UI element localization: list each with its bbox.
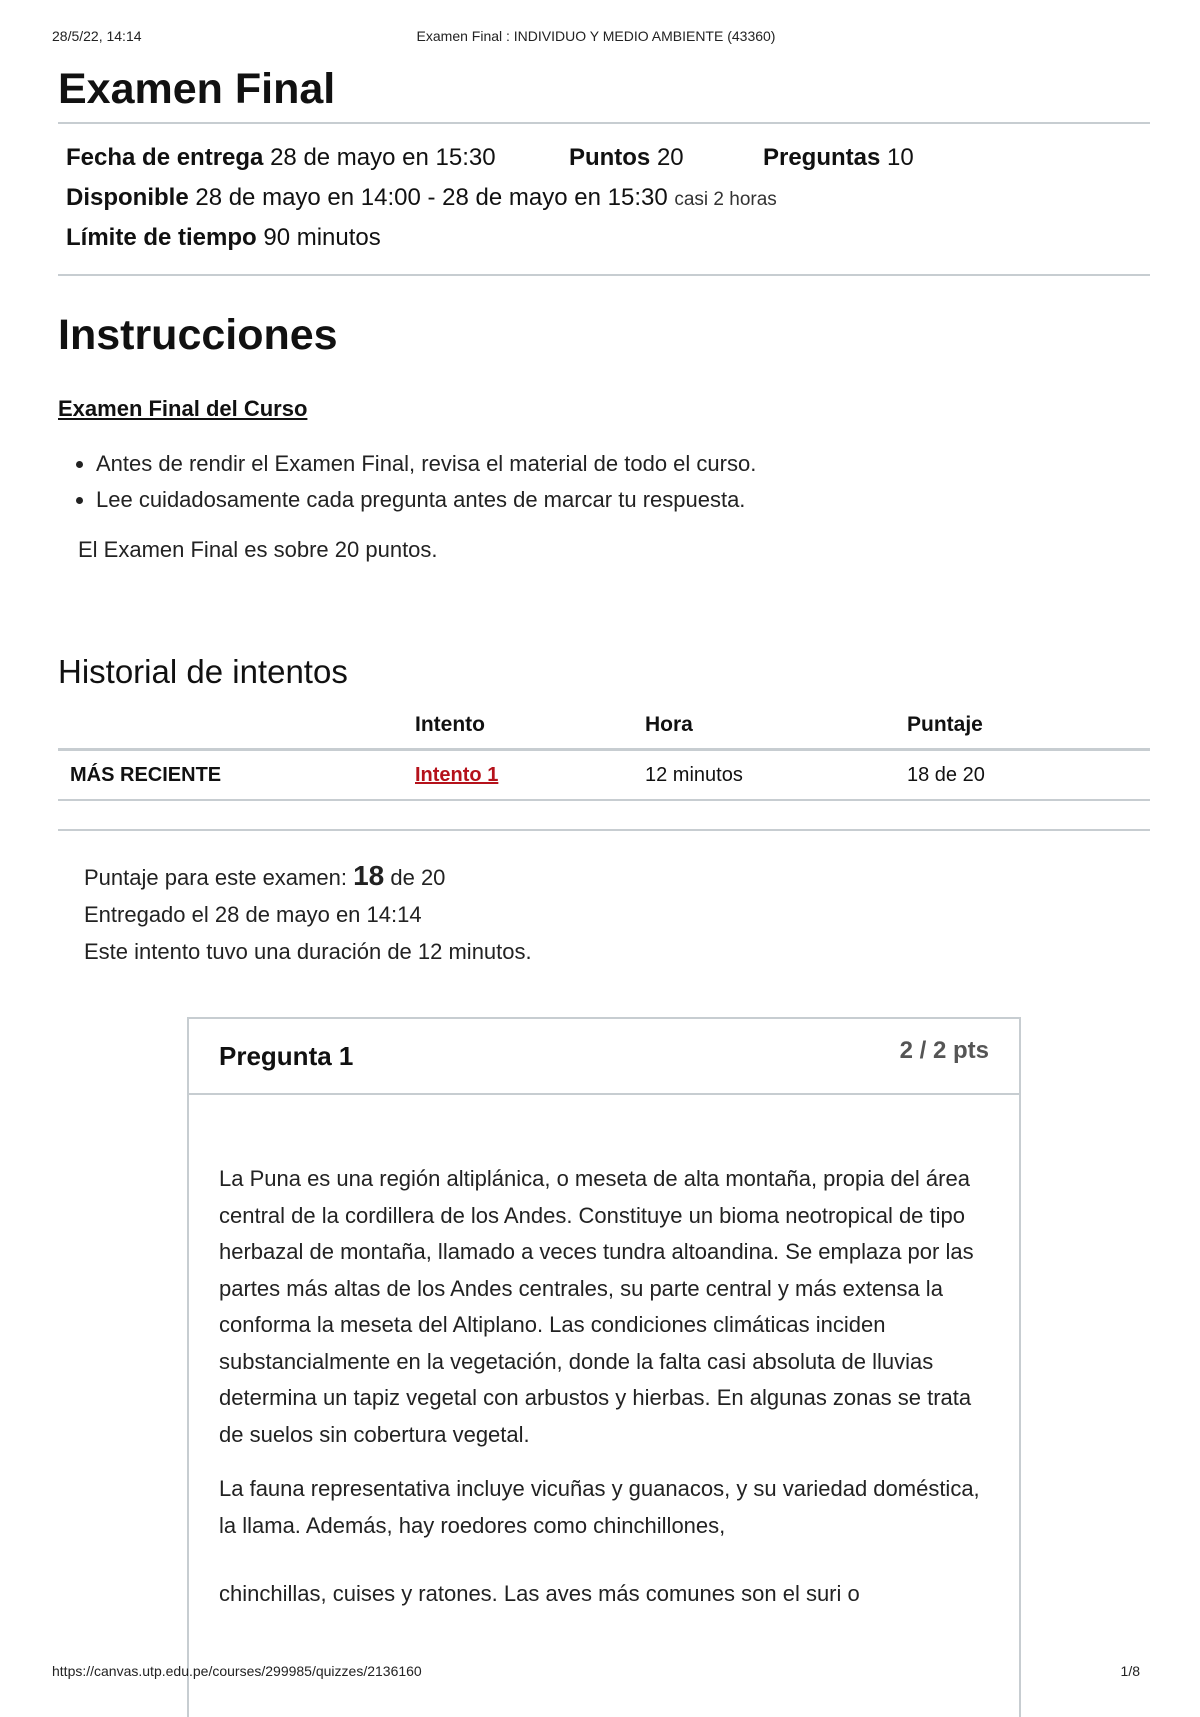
attempt-history-heading: Historial de intentos: [58, 653, 348, 690]
question-points: 2 / 2 pts: [899, 1037, 989, 1064]
attempt-time: 12 minutos: [633, 750, 895, 801]
details-row-1: [66, 138, 1150, 178]
question-header: [189, 1019, 1019, 1095]
table-header-row: [58, 702, 1150, 750]
points-value: 20: [656, 144, 684, 171]
score-summary: [58, 857, 1150, 970]
column-header-time: Hora: [633, 702, 895, 750]
question-paragraph: La Puna es una región altiplánica, o meseta de alta montaña, propia del área central de la cordillera de los Andes. Constituye un bioma neotropical de tipo herbazal de montaña, llamado a veces tundra altoandina. Se emplaza por las partes más altas de los Andes centrales, su parte central y más extensa la conforma la meseta del Altiplano. Las condiciones climáticas inciden substancialmente en la vegetación, donde la falta casi absoluta de lluvias determina un tapiz vegetal con arbustos y hierbas. En algunas zonas se trata de suelos sin cobertura vegetal.: [219, 1166, 974, 1447]
attempt-1-link[interactable]: Intento 1: [415, 763, 499, 786]
duration-line: Este intento tuvo una duración de 12 minutos.: [84, 939, 532, 964]
most-recent-label: MÁS RECIENTE: [58, 750, 403, 801]
instructions-heading: Instrucciones: [58, 311, 338, 359]
page-title: Examen Final: [58, 65, 336, 113]
questions-value: 10: [887, 144, 914, 171]
due-label: Fecha de entrega: [66, 144, 264, 171]
instructions-list: [58, 446, 1150, 518]
list-item: • Antes de rendir el Examen Final, revisa el material de todo el curso.: [96, 446, 1150, 482]
score-prefix: Puntaje para este examen:: [84, 865, 347, 890]
question-paragraph: La fauna representativa incluye vicuñas y guanacos, y su variedad doméstica, la llama. Además, hay roedores como chinchillones,: [219, 1476, 980, 1538]
score-suffix: de 20: [390, 865, 446, 890]
column-header-attempt: Intento: [403, 702, 633, 750]
print-datetime: 28/5/22, 14:14: [52, 28, 142, 44]
available-value: 28 de mayo en 14:00 - 28 de mayo en 15:30: [195, 184, 668, 211]
questions-label: Preguntas: [762, 144, 881, 171]
list-item: • Lee cuidadosamente cada pregunta antes de marcar tu respuesta.: [96, 482, 1150, 518]
page-number: 1/8: [1120, 1663, 1140, 1679]
print-url: https://canvas.utp.edu.pe/courses/299985/quizzes/2136160: [52, 1663, 422, 1679]
attempt-cell: [403, 750, 633, 801]
divider: [58, 829, 1150, 831]
print-header: [52, 28, 1140, 48]
due-value: 28 de mayo en 15:30: [270, 144, 496, 171]
print-document-title: Examen Final : INDIVIDUO Y MEDIO AMBIENTE (43360): [416, 28, 776, 44]
details-row-3: [66, 218, 1150, 258]
score-value: 18: [353, 860, 385, 891]
question-body: [189, 1095, 1019, 1613]
quiz-details: [58, 124, 1150, 274]
column-header: [58, 702, 403, 750]
attempt-history-table: [58, 702, 1150, 801]
question-paragraph: chinchillas, cuises y ratones. Las aves más comunes son el suri o: [219, 1581, 860, 1606]
time-limit-label: Límite de tiempo: [66, 224, 257, 251]
table-row: [58, 750, 1150, 801]
points-label: Puntos: [568, 144, 651, 171]
column-header-score: Puntaje: [895, 702, 1150, 750]
total-points-note: El Examen Final es sobre 20 puntos.: [78, 537, 438, 562]
print-footer: [52, 1663, 1140, 1683]
score-line: [84, 857, 1150, 896]
main-content: [58, 60, 1150, 970]
available-note: casi 2 horas: [674, 189, 777, 210]
course-exam-link[interactable]: Examen Final del Curso: [58, 396, 308, 421]
available-label: Disponible: [66, 184, 189, 211]
details-row-2: [66, 178, 1150, 218]
question-card: [187, 1017, 1021, 1717]
question-name: Pregunta 1: [219, 1041, 354, 1071]
submitted-line: Entregado el 28 de mayo en 14:14: [84, 902, 422, 927]
attempt-score: 18 de 20: [895, 750, 1150, 801]
time-limit-value: 90 minutos: [263, 224, 381, 251]
divider: [58, 274, 1150, 276]
